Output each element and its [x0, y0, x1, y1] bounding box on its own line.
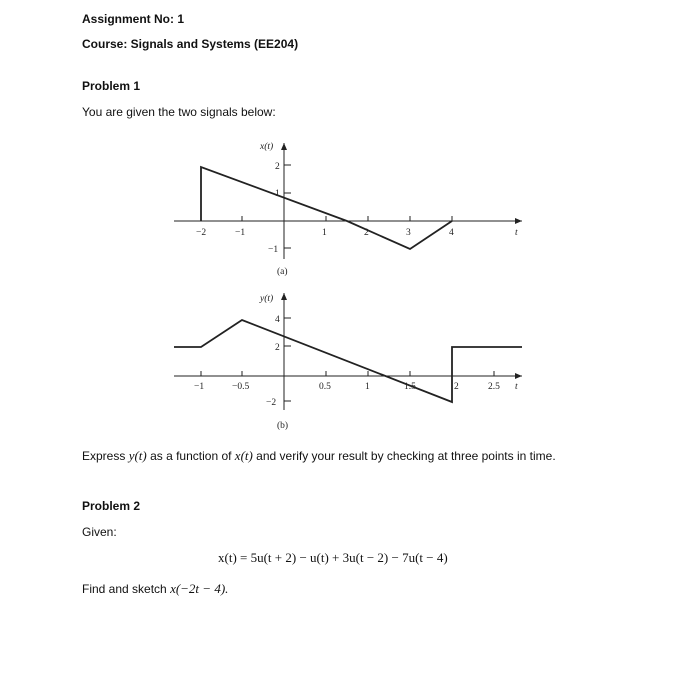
fig-a-xtick-1: 1 — [322, 228, 327, 238]
fig-a-xtick-3: 3 — [406, 228, 411, 238]
fig-a-xtick-4: 4 — [449, 228, 454, 238]
assignment-title: Assignment No: 1 — [82, 12, 185, 26]
find-expr: x(−2t − 4). — [170, 581, 229, 596]
fig-b-t-label: t — [515, 382, 518, 392]
course-title: Course: Signals and Systems (EE204) — [82, 37, 299, 51]
fig-b-xtick-2.5: 2.5 — [488, 382, 500, 392]
fig-a-xtick-neg2: −2 — [196, 228, 207, 238]
fig-a-xtick-2: 2 — [364, 228, 369, 238]
fig-b-signal — [174, 320, 522, 402]
question-pre: Express — [82, 449, 129, 463]
fig-b-y-label: y(t) — [260, 294, 274, 304]
fig-b-xtick-2: 2 — [454, 382, 459, 392]
problem2-heading: Problem 2 — [82, 499, 141, 513]
fig-b-xtick-neg0.5: −0.5 — [232, 382, 250, 392]
problem2-equation: x(t) = 5u(t + 2) − u(t) + 3u(t − 2) − 7u(t − 4) — [218, 550, 448, 565]
question-post: and verify your result by checking at three points in time. — [252, 449, 556, 463]
problem2-find — [82, 581, 228, 597]
fig-a-ytick-2: 2 — [275, 162, 280, 172]
fig-b-xtick-0.5: 0.5 — [319, 382, 331, 392]
fig-a-t-label: t — [515, 228, 518, 238]
question-mid: as a function of — [146, 449, 235, 463]
problem1-heading: Problem 1 — [82, 79, 141, 93]
question-y: y(t) — [128, 448, 147, 463]
fig-a-ytick-1: 1 — [275, 189, 280, 199]
fig-b-ytick-2: 2 — [275, 343, 280, 353]
fig-b-xtick-1.5: 1.5 — [404, 382, 416, 392]
problem2-given: Given: — [82, 525, 117, 539]
figure-b — [160, 285, 530, 435]
problem1-question — [82, 448, 556, 464]
question-x: x(t) — [234, 448, 253, 463]
figure-a — [160, 135, 530, 280]
fig-a-caption: (a) — [277, 267, 288, 277]
problem1-intro: You are given the two signals below: — [82, 105, 276, 119]
fig-a-y-label: x(t) — [260, 142, 274, 152]
fig-b-ytick-4: 4 — [275, 315, 280, 325]
fig-b-ytick-neg2: −2 — [266, 398, 277, 408]
find-pre: Find and sketch — [82, 582, 171, 596]
fig-a-ytick-neg1: −1 — [268, 245, 279, 255]
fig-b-xtick-1: 1 — [365, 382, 370, 392]
fig-a-xtick-neg1: −1 — [235, 228, 246, 238]
fig-b-caption: (b) — [277, 421, 289, 431]
fig-b-xtick-neg1: −1 — [194, 382, 205, 392]
